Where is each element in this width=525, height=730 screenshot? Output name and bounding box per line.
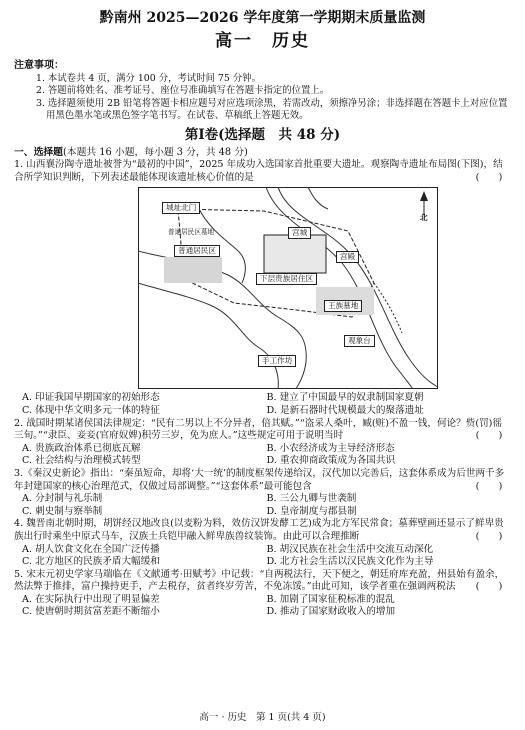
map-label-palace: 宫殿 <box>336 251 359 263</box>
map-label-workshop: 手工作坊 <box>258 355 296 367</box>
option-a: A. 贵族政治体系已彻底瓦解 <box>22 442 141 454</box>
option-c: C. 刺史制与察举制 <box>22 505 103 517</box>
answer-paren: ( ) <box>475 480 503 492</box>
option-b: B. 胡汉民族在社会生活中交流互动深化 <box>266 543 434 555</box>
option-d: D. 皇帝制度与郡县制 <box>266 505 357 517</box>
volume-title: 第Ⅰ卷(选择题 共 48 分) <box>184 127 341 144</box>
question-1 <box>14 159 511 417</box>
option-b: B. 三公九卿与世袭制 <box>266 493 357 505</box>
question-stem <box>14 159 511 184</box>
map-label-palace-city: 宫城 <box>288 227 311 239</box>
answer-paren: ( ) <box>475 581 503 593</box>
subject-title: 高一 历史 <box>215 31 310 51</box>
option-d: D. 重农抑商政策成为各国共识 <box>266 455 396 467</box>
section-title-text: 一、选择题 <box>14 147 63 159</box>
section-title <box>14 146 511 159</box>
note-item: 3. 选择题须使用 2B 铅笔将答题卡相应题号对应选项涂黑，若需改动，须擦净另涂；非选择题在答题卡上对应位置用黑色墨水笔或黑色签字笔书写。在试卷、草稿纸上答题无效。 <box>36 97 508 121</box>
option-a: A. 胡人饮食文化在全国广泛传播 <box>22 543 160 555</box>
option-b: B. 加剧了国家征税标准的混乱 <box>266 593 395 605</box>
page-footer: 高一 · 历史 第 1 页(共 4 页) <box>199 712 326 723</box>
map-label-cemetery: 普通居民区墓地 <box>168 228 215 237</box>
option-b: B. 建立了中国最早的奴隶制国家夏朝 <box>266 392 424 404</box>
question-stem <box>14 418 511 443</box>
question-5 <box>14 569 511 619</box>
question-options <box>14 443 511 468</box>
option-d: D. 北方社会生活以汉民族文化作为主导 <box>266 556 434 568</box>
map-label-north-gate: 城址北门 <box>162 202 200 214</box>
option-d: D. 是新石器时代规模最大的聚落遗址 <box>266 404 424 416</box>
question-3 <box>14 468 511 518</box>
question-options <box>14 594 511 619</box>
question-stem <box>14 468 511 493</box>
option-d: D. 推动了国家财政收入的增加 <box>266 606 396 618</box>
map-label-royal-tomb: 王族墓地 <box>324 300 362 312</box>
question-stem <box>14 569 511 594</box>
question-2 <box>14 418 511 468</box>
question-stem-text: 5. 宋末元初史学家马端临在《文献通考·田赋考》中记载：“自两税法行，天下便之，朝廷府库充盈，州县始有盈余，然法弊于推排，富户操持更手，产去税存，贫者终岁劳苦，不免冻馁。”由此可知，该学者重在强调两税法 <box>14 568 505 593</box>
option-b: B. 小农经济成为主导经济形态 <box>266 442 395 454</box>
notes-block <box>14 59 511 122</box>
section-note: (本题共 16 小题，每小题 3 分，共 48 分) <box>62 147 248 159</box>
option-c: C. 体现中华文明多元一体的特征 <box>22 404 160 416</box>
exam-title: 黔南州 2025—2026 学年度第一学期期末质量监测 <box>99 10 426 26</box>
option-c: C. 使唐朝时期贫富差距不断缩小 <box>22 606 160 618</box>
notes-heading: 注意事项： <box>14 60 64 71</box>
question-stem-text: 3.《秦汉史新论》指出：“秦虽短命，却将‘大一统’的制度框架传递给汉，汉代加以完善后，这套体系成为后世两千多年封建国家的核心治理范式，仅做过局部调整。”“这套体系”最可能包含 <box>14 467 505 492</box>
question-4 <box>14 518 511 568</box>
question-stem-text: 2. 战国时期某诸侯国法律规定：“民有二男以上不分异者，倍其赋。”“盗采人桑叶，臧(赃)不盈一钱，何论？赀(罚)徭三旬。”“隶臣、妾妾(官府奴婢)积劳三岁，免为庶人。”这些规定可用于说明当时 <box>14 417 502 442</box>
option-a: A. 在实际执行中出现了明显偏差 <box>22 593 160 605</box>
question-options <box>14 392 511 417</box>
question-stem-text: 4. 魏晋南北朝时期，胡饼经汉地改良(以麦粉为料，效仿汉饼发酵工艺)成为北方军民常食；墓葬壁画还显示了鲜卑贵族出行时乘坐中原式马车，汉族士兵铠甲融入鲜卑族兽纹装饰。由此可以合理推断 <box>14 518 504 542</box>
map-label-lower-noble: 下层贵族居住区 <box>256 273 317 285</box>
question-stem <box>14 518 511 543</box>
answer-paren: ( ) <box>475 430 503 442</box>
map-label-observatory: 观象台 <box>344 335 375 347</box>
north-arrow-label: 北 <box>420 213 428 223</box>
answer-paren: ( ) <box>475 171 503 183</box>
note-item: 1. 本试卷共 4 页，满分 100 分，考试时间 75 分钟。 <box>36 73 261 84</box>
option-c: C. 社会结构与治理模式转型 <box>22 455 141 467</box>
note-item: 2. 答题前将姓名、准考证号、座位号准确填写在答题卡指定的位置上。 <box>36 85 330 97</box>
site-layout-map <box>138 187 438 389</box>
answer-paren: ( ) <box>475 530 503 542</box>
question-options <box>14 544 511 569</box>
option-a: A. 印证我国早期国家的初始形态 <box>22 392 160 404</box>
option-a: A. 分封制与礼乐制 <box>22 493 103 505</box>
map-label-residential: 普通居民区 <box>174 245 220 257</box>
question-stem-text: 1. 山西襄汾陶寺遗址被誉为“最初的中国”，2025 年成功入选国家首批重要大遗址。观察陶寺遗址布局图(下图)，结合所学知识判断，下列表述最能体现该遗址核心价值的是 <box>14 159 503 183</box>
option-c: C. 北方地区的民族矛盾大幅缓和 <box>22 556 160 568</box>
question-options <box>14 493 511 518</box>
